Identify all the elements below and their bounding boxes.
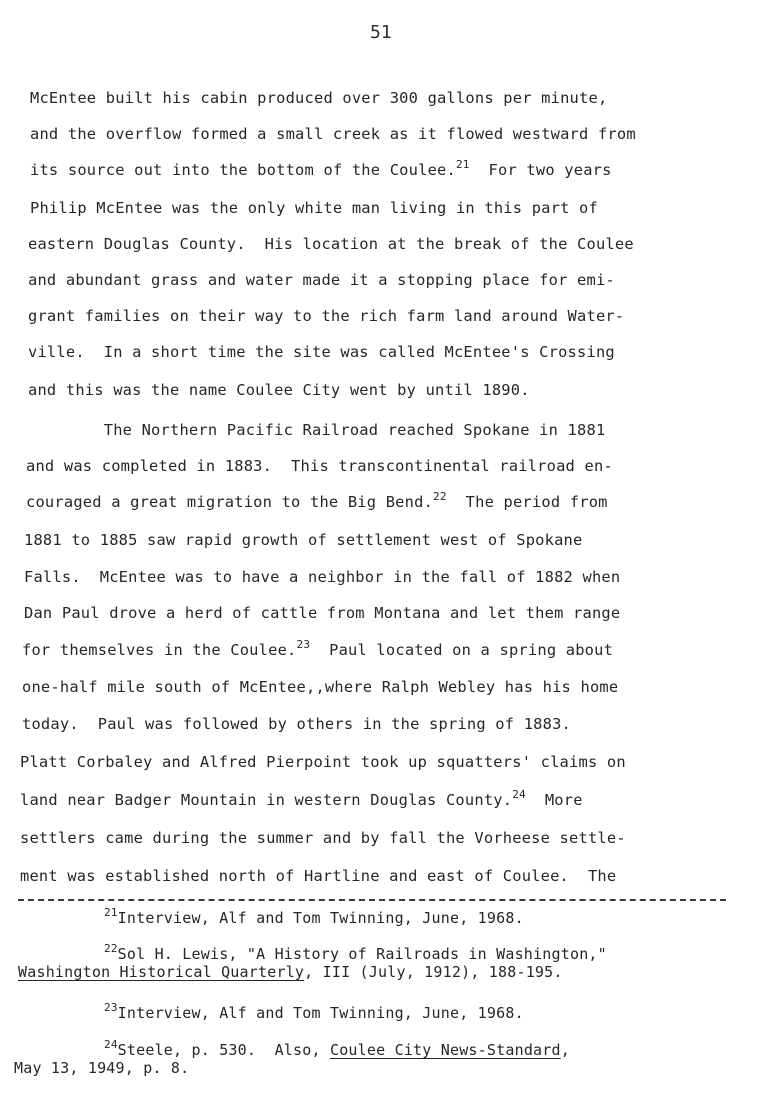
body-line: and this was the name Coulee City went by until 1890.: [28, 381, 530, 399]
body-line: McEntee built his cabin produced over 300 gallons per minute,: [30, 89, 608, 107]
journal-title: Washington Historical Quarterly: [18, 963, 305, 981]
footnote-separator: [18, 899, 726, 901]
footnote-ref: 24: [512, 788, 526, 801]
footnote-24: $^{24}$Steele, p. 530. Also, Coulee City News-Standard,: [104, 1038, 570, 1059]
body-line: Dan Paul drove a herd of cattle from Montana and let them range: [24, 604, 621, 622]
body-line: and the overflow formed a small creek as it flowed westward from: [30, 125, 636, 143]
body-line: Philip McEntee was the only white man living in this part of: [30, 199, 598, 217]
footnote-mark: 21: [104, 906, 118, 919]
page-number: 51: [370, 22, 392, 43]
footnote-24-continued: May 13, 1949, p. 8.: [14, 1059, 190, 1077]
body-line: for themselves in the Coulee.$^{23}$ Paul located on a spring about: [22, 638, 614, 659]
body-line: The Northern Pacific Railroad reached Spokane in 1881: [28, 421, 606, 439]
body-line: Platt Corbaley and Alfred Pierpoint took up squatters' claims on: [20, 753, 626, 771]
body-line: and was completed in 1883. This transcontinental railroad en-: [26, 457, 613, 475]
footnote-mark: 22: [104, 942, 118, 955]
newspaper-title: Coulee City News-Standard: [329, 1041, 561, 1059]
body-line: ment was established north of Hartline and east of Coulee. The: [20, 867, 617, 885]
footnote-ref: 23: [296, 638, 311, 651]
footnote-23: $^{23}$Interview, Alf and Tom Twinning, June, 1968.: [104, 1001, 524, 1022]
body-line: today. Paul was followed by others in the spring of 1883.: [22, 715, 572, 733]
footnote-ref: 21: [455, 158, 470, 171]
footnote-ref: 22: [433, 490, 447, 503]
footnote-22: $^{22}$Sol H. Lewis, "A History of Railroads in Washington,": [104, 942, 607, 963]
body-line: its source out into the bottom of the Coulee.$^{21}$ For two years: [30, 158, 612, 179]
footnote-22-continued: Washington Historical Quarterly, III (July, 1912), 188-195.: [18, 963, 563, 981]
body-line: ville. In a short time the site was called McEntee's Crossing: [28, 343, 615, 361]
footnote-mark: 23: [104, 1001, 118, 1014]
footnote-mark: 24: [104, 1038, 118, 1051]
body-line: settlers came during the summer and by fall the Vorheese settle-: [20, 829, 626, 847]
body-line: and abundant grass and water made it a stopping place for emi-: [28, 271, 615, 289]
body-line: land near Badger Mountain in western Douglas County.$^{24}$ More: [20, 788, 583, 809]
body-line: one-half mile south of McEntee,,where Ralph Webley has his home: [22, 678, 619, 696]
body-line: eastern Douglas County. His location at the break of the Coulee: [28, 235, 634, 253]
body-line: grant families on their way to the rich farm land around Water-: [28, 307, 625, 325]
body-line: Falls. McEntee was to have a neighbor in the fall of 1882 when: [24, 568, 621, 586]
body-line: 1881 to 1885 saw rapid growth of settlement west of Spokane: [24, 531, 583, 549]
body-line: couraged a great migration to the Big Bend.$^{22}$ The period from: [26, 490, 608, 511]
footnote-21: $^{21}$Interview, Alf and Tom Twinning, June, 1968.: [104, 906, 524, 927]
